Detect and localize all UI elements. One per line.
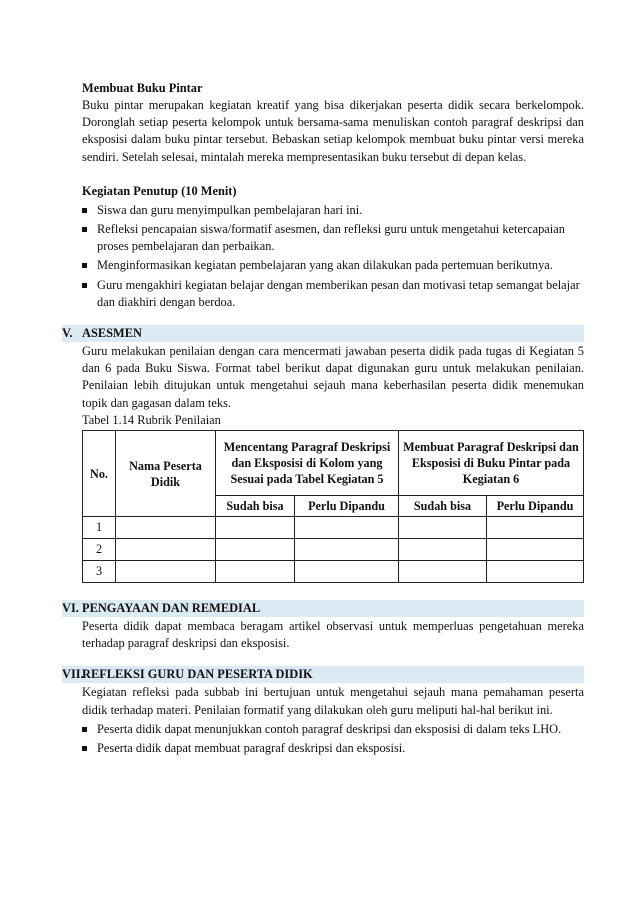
bullet-icon: [82, 208, 87, 213]
penutup-list: [82, 202, 584, 311]
table-cell: [487, 539, 584, 561]
table-cell: [216, 517, 295, 539]
table-cell: [216, 539, 295, 561]
table-cell: [487, 517, 584, 539]
section-header-asesmen: [62, 325, 584, 342]
list-item: Menginformasikan kegiatan pembelajaran yang akan dilakukan pada pertemuan berikutnya.: [82, 257, 584, 274]
refleksi-paragraph: Kegiatan refleksi pada subbab ini bertujuan untuk mengetahui sejauh mana pemahaman peserta didik terhadap materi. Penilaian formatif yang dilakukan oleh guru meliputi hal-hal berikut ini.: [82, 685, 584, 717]
header-kegiatan-5: Mencentang Paragraf Deskripsi dan Eksposisi di Kolom yang Sesuai pada Tabel Kegiatan 5: [216, 431, 399, 496]
section-title: REFLEKSI GURU DAN PESERTA DIDIK: [82, 667, 313, 682]
bullet-icon: [82, 727, 87, 732]
table-cell: [487, 561, 584, 583]
buku-pintar-heading: Membuat Buku Pintar: [82, 81, 203, 95]
row-number: 3: [83, 561, 116, 583]
table-caption: Tabel 1.14 Rubrik Penilaian: [82, 412, 221, 427]
header-perlu-dipandu-5: Perlu Dipandu: [295, 496, 399, 517]
table-cell: [295, 517, 399, 539]
header-sudah-bisa-6: Sudah bisa: [399, 496, 487, 517]
list-item: Refleksi pencapaian siswa/formatif asesmen, dan refleksi guru untuk mengetahui ketercapaian proses pembelajaran dan perbaikan.: [82, 221, 584, 255]
table-cell: [399, 561, 487, 583]
header-perlu-dipandu-6: Perlu Dipandu: [487, 496, 584, 517]
section-number: V.: [62, 326, 73, 341]
document-content: [62, 80, 584, 759]
bullet-icon: [82, 746, 87, 751]
table-row: [83, 539, 584, 561]
asesmen-paragraph: Guru melakukan penilaian dengan cara mencermati jawaban peserta didik pada tugas di Kegiatan 5 dan 6 pada Buku Siswa. Format tabel berikut dapat digunakan guru untuk melakukan penilaian. Penilaian lebih ditujukan untuk mengetahui sejauh mana keberhasilan peserta didik menemukan topik dan gagasan dalam teks.: [82, 344, 584, 410]
list-item: Siswa dan guru menyimpulkan pembelajaran hari ini.: [82, 202, 584, 219]
header-kegiatan-6: Membuat Paragraf Deskripsi dan Eksposisi di Buku Pintar pada Kegiatan 6: [399, 431, 584, 496]
rubric-table: [82, 430, 584, 583]
header-sudah-bisa-5: Sudah bisa: [216, 496, 295, 517]
bullet-icon: [82, 283, 87, 288]
header-no: No.: [83, 431, 116, 517]
table-cell: [216, 561, 295, 583]
table-cell: [116, 517, 216, 539]
refleksi-list: [82, 721, 584, 757]
row-number: 1: [83, 517, 116, 539]
buku-pintar-block: [82, 80, 584, 166]
section-number: VII.: [62, 667, 84, 682]
section-title: PENGAYAAN DAN REMEDIAL: [82, 601, 261, 616]
penutup-heading: Kegiatan Penutup (10 Menit): [82, 183, 237, 198]
bullet-icon: [82, 227, 87, 232]
refleksi-block: [82, 684, 584, 757]
buku-pintar-paragraph: Buku pintar merupakan kegiatan kreatif yang bisa dikerjakan peserta didik secara berkelompok. Doronglah setiap peserta kelompok untuk bersama-sama menuliskan contoh paragraf deskripsi dan eksposisi dalam buku pintar tersebut. Bebaskan setiap kelompok membuat buku pintar versi mereka sendiri. Setelah selesai, mintalah mereka mempresentasikan buku tersebut di depan kelas.: [82, 98, 584, 164]
list-item: Peserta didik dapat membuat paragraf deskripsi dan eksposisi.: [82, 740, 584, 757]
table-cell: [295, 539, 399, 561]
section-title: ASESMEN: [82, 326, 142, 341]
table-cell: [399, 517, 487, 539]
section-number: VI.: [62, 601, 79, 616]
row-number: 2: [83, 539, 116, 561]
table-cell: [295, 561, 399, 583]
asesmen-block: [82, 343, 584, 583]
table-cell: [399, 539, 487, 561]
pengayaan-block: [82, 618, 584, 652]
section-header-refleksi: [62, 666, 584, 683]
list-item: Peserta didik dapat menunjukkan contoh paragraf deskripsi dan eksposisi di dalam teks LHO.: [82, 721, 584, 738]
section-header-pengayaan: [62, 600, 584, 617]
list-item: Guru mengakhiri kegiatan belajar dengan memberikan pesan dan motivasi tetap semangat belajar dan diakhiri dengan berdoa.: [82, 277, 584, 311]
table-cell: [116, 561, 216, 583]
header-nama: Nama Peserta Didik: [116, 431, 216, 517]
table-row: [83, 561, 584, 583]
table-row: [83, 517, 584, 539]
penutup-block: [82, 183, 584, 311]
bullet-icon: [82, 263, 87, 268]
pengayaan-paragraph: Peserta didik dapat membaca beragam artikel observasi untuk memperluas pengetahuan mereka terhadap paragraf deskripsi dan eksposisi.: [82, 619, 584, 651]
table-cell: [116, 539, 216, 561]
